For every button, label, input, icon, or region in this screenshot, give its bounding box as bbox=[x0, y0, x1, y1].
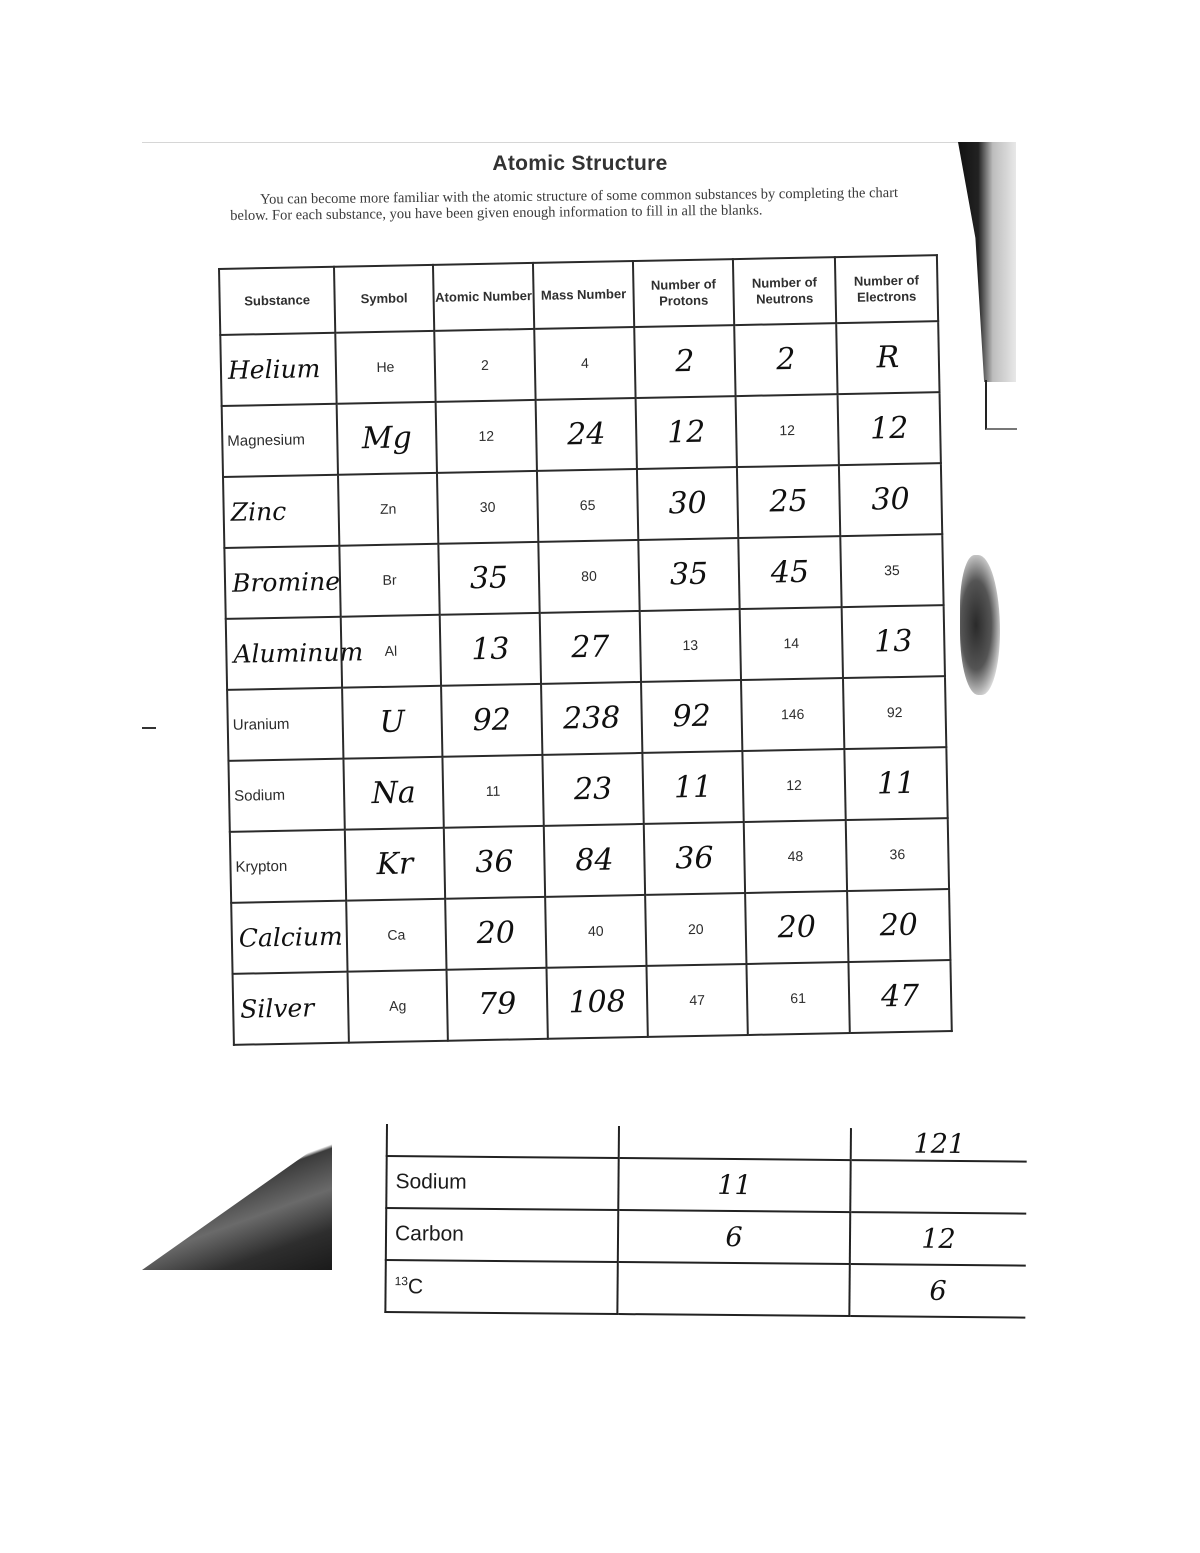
cell-atomic bbox=[442, 755, 543, 828]
cell-electrons bbox=[836, 321, 939, 394]
cell-value-neutrons: 25 bbox=[769, 483, 809, 520]
cell-atomic bbox=[437, 471, 538, 544]
cell-atomic bbox=[441, 684, 542, 757]
cell-neutrons bbox=[740, 607, 843, 680]
scan-edge-shadow bbox=[958, 142, 1016, 382]
cell-value-electrons: 35 bbox=[883, 561, 900, 578]
cell-value-symbol: Na bbox=[371, 775, 417, 812]
cell-protons bbox=[640, 609, 741, 682]
cell-value-protons: 13 bbox=[682, 636, 699, 653]
cell-value-neutrons: 2 bbox=[775, 341, 796, 378]
cell-value-symbol: Ag bbox=[388, 997, 407, 1014]
table-row bbox=[386, 1156, 1026, 1214]
top-rule bbox=[142, 142, 962, 143]
cell-electrons bbox=[847, 889, 950, 962]
cell-protons bbox=[644, 822, 745, 895]
cell-value-neutrons: 12 bbox=[779, 421, 796, 438]
iso-blank bbox=[619, 1126, 851, 1160]
cell-value-symbol: Br bbox=[382, 571, 397, 588]
cell-value-atomic: 30 bbox=[479, 498, 496, 515]
cell-value-protons: 12 bbox=[666, 414, 706, 451]
cell-neutrons bbox=[737, 465, 840, 538]
iso-mass-number: 13 bbox=[394, 1273, 409, 1288]
table-body bbox=[220, 321, 951, 1045]
cell-protons bbox=[634, 325, 735, 398]
header-electrons: Number of Electrons bbox=[835, 255, 938, 323]
cell-value-electrons: 11 bbox=[876, 765, 916, 802]
table-row bbox=[233, 960, 952, 1045]
cell-atomic bbox=[436, 400, 537, 473]
cell-protons bbox=[642, 751, 743, 824]
iso-name bbox=[385, 1260, 617, 1314]
atomic-table bbox=[218, 254, 953, 1046]
cell-mass bbox=[541, 682, 642, 755]
cell-value-mass: 27 bbox=[570, 629, 610, 666]
header-mass-number: Mass Number bbox=[533, 261, 634, 329]
cell-value-substance: Bromine bbox=[231, 566, 341, 598]
cell-value-electrons: 36 bbox=[889, 845, 906, 862]
cell-value-protons: 35 bbox=[669, 556, 709, 593]
cell-value-mass: 23 bbox=[573, 771, 613, 808]
isotope-table bbox=[384, 1124, 1027, 1319]
cell-mass bbox=[540, 611, 641, 684]
margin-mark bbox=[142, 727, 156, 729]
cell-neutrons bbox=[741, 678, 844, 751]
cell-substance bbox=[220, 333, 336, 406]
cell-value-electrons: 12 bbox=[869, 410, 909, 447]
cell-protons bbox=[636, 396, 737, 469]
cell-neutrons bbox=[738, 536, 841, 609]
worksheet-title: Atomic Structure bbox=[492, 152, 668, 175]
header-protons: Number of Protons bbox=[633, 259, 734, 327]
cell-value-substance: Zinc bbox=[230, 496, 287, 527]
cell-value-protons: 47 bbox=[689, 991, 706, 1008]
cell-value-electrons: 20 bbox=[879, 907, 919, 944]
cell-electrons bbox=[838, 392, 941, 465]
cell-electrons bbox=[842, 605, 945, 678]
cell-substance bbox=[233, 972, 349, 1045]
cell-protons bbox=[646, 964, 747, 1037]
cell-value-mass: 238 bbox=[562, 700, 621, 737]
cell-value-substance: Helium bbox=[227, 354, 321, 385]
cell-neutrons bbox=[734, 323, 837, 396]
cell-atomic bbox=[438, 542, 539, 615]
cell-mass bbox=[546, 966, 647, 1039]
iso-value-a: 11 bbox=[618, 1158, 850, 1212]
cell-value-electrons: 47 bbox=[880, 978, 920, 1015]
cell-protons bbox=[638, 538, 739, 611]
cell-value-neutrons: 14 bbox=[783, 634, 800, 651]
cell-symbol bbox=[338, 473, 438, 546]
cell-atomic bbox=[444, 826, 545, 899]
iso-value-b: 12 bbox=[850, 1212, 1026, 1266]
header-substance: Substance bbox=[219, 267, 335, 335]
cell-value-electrons: 13 bbox=[873, 623, 913, 660]
header-symbol: Symbol bbox=[334, 265, 434, 333]
cell-value-neutrons: 146 bbox=[780, 705, 805, 722]
cell-neutrons bbox=[742, 749, 845, 822]
cell-value-symbol: Kr bbox=[376, 846, 414, 883]
cell-atomic bbox=[434, 329, 535, 402]
cell-symbol bbox=[343, 757, 443, 830]
cell-value-atomic: 92 bbox=[472, 702, 512, 739]
cell-substance bbox=[228, 759, 344, 832]
strip-shadow-corner bbox=[142, 1136, 332, 1270]
cell-substance bbox=[230, 830, 346, 903]
cell-value-substance: Sodium bbox=[233, 786, 286, 805]
cell-substance bbox=[222, 404, 338, 477]
cell-value-substance: Magnesium bbox=[227, 431, 306, 450]
cell-value-atomic: 11 bbox=[485, 782, 501, 799]
iso-blank bbox=[387, 1124, 619, 1158]
cell-value-atomic: 36 bbox=[475, 844, 514, 881]
cell-mass bbox=[542, 753, 643, 826]
cell-symbol bbox=[337, 402, 437, 475]
cell-value-mass: 24 bbox=[566, 416, 606, 453]
cell-value-protons: 11 bbox=[673, 769, 713, 806]
cell-neutrons bbox=[745, 891, 848, 964]
table-row bbox=[386, 1208, 1026, 1266]
table-row bbox=[385, 1260, 1025, 1318]
scan-edge-tail bbox=[985, 380, 1017, 430]
cell-value-neutrons: 48 bbox=[787, 847, 804, 864]
cell-electrons bbox=[846, 818, 949, 891]
cell-protons bbox=[637, 467, 738, 540]
iso-value-a bbox=[617, 1262, 849, 1316]
cell-mass bbox=[544, 824, 645, 897]
cell-symbol bbox=[348, 970, 448, 1043]
cell-value-protons: 20 bbox=[687, 920, 704, 937]
cell-value-mass: 84 bbox=[575, 842, 614, 879]
cell-neutrons bbox=[744, 820, 847, 893]
cell-substance bbox=[223, 475, 339, 548]
cell-neutrons bbox=[746, 962, 849, 1035]
cell-electrons bbox=[848, 960, 951, 1033]
lower-strip bbox=[142, 1128, 1016, 1307]
cell-value-electrons: 30 bbox=[871, 481, 910, 518]
cell-value-substance: Silver bbox=[239, 993, 315, 1024]
cell-value-mass: 80 bbox=[581, 567, 597, 584]
cell-mass bbox=[536, 398, 637, 471]
iso-value-a: 6 bbox=[618, 1210, 850, 1264]
cell-electrons bbox=[840, 534, 943, 607]
cell-value-symbol: Mg bbox=[361, 420, 413, 457]
cell-mass bbox=[534, 327, 635, 400]
cell-mass bbox=[538, 540, 639, 613]
cell-mass bbox=[537, 469, 638, 542]
cell-value-symbol: Zn bbox=[379, 500, 397, 517]
cell-symbol bbox=[335, 331, 435, 404]
header-neutrons: Number of Neutrons bbox=[733, 257, 836, 325]
cell-substance bbox=[224, 546, 340, 619]
cell-atomic bbox=[440, 613, 541, 686]
cell-value-electrons: R bbox=[876, 339, 900, 376]
cell-value-substance: Krypton bbox=[235, 857, 288, 876]
cell-electrons bbox=[844, 747, 947, 820]
cell-value-atomic: 13 bbox=[470, 631, 510, 668]
cell-value-substance: Uranium bbox=[232, 715, 290, 734]
cell-neutrons bbox=[736, 394, 839, 467]
iso-name: Sodium bbox=[386, 1156, 618, 1210]
cell-value-protons: 30 bbox=[668, 485, 708, 522]
cell-value-neutrons: 12 bbox=[786, 776, 802, 793]
cell-atomic bbox=[445, 897, 546, 970]
worksheet-instructions: You can become more familiar with the atomic structure of some common substances by completing the chart below. For each substance, you have been given enough information to fill in all the blanks. bbox=[230, 185, 899, 224]
cell-value-atomic: 35 bbox=[469, 560, 509, 597]
cell-substance bbox=[226, 617, 364, 690]
cell-value-neutrons: 45 bbox=[770, 554, 810, 591]
cell-symbol bbox=[345, 828, 445, 901]
iso-value-b bbox=[850, 1160, 1026, 1214]
atomic-structure-chart bbox=[218, 254, 953, 1046]
cell-value-atomic: 79 bbox=[477, 986, 517, 1023]
iso-value-b: 6 bbox=[849, 1264, 1025, 1318]
cell-symbol bbox=[346, 899, 446, 972]
cell-value-neutrons: 61 bbox=[790, 989, 807, 1006]
cell-value-protons: 92 bbox=[672, 698, 712, 735]
cell-value-mass: 65 bbox=[579, 496, 596, 513]
cell-substance bbox=[231, 901, 347, 974]
cell-value-mass: 108 bbox=[568, 984, 627, 1021]
cell-value-symbol: Al bbox=[384, 642, 398, 659]
cell-value-substance: Calcium bbox=[238, 921, 343, 953]
cell-value-symbol: U bbox=[379, 704, 406, 740]
scan-smudge bbox=[960, 555, 1000, 695]
cell-value-protons: 36 bbox=[674, 840, 714, 877]
cell-value-neutrons: 20 bbox=[777, 909, 817, 946]
cell-value-electrons: 92 bbox=[886, 703, 903, 720]
cell-protons bbox=[641, 680, 742, 753]
cell-value-substance: Aluminum bbox=[233, 637, 364, 669]
cell-value-symbol: He bbox=[376, 358, 395, 375]
cell-value-atomic: 20 bbox=[476, 915, 516, 952]
cell-electrons bbox=[843, 676, 946, 749]
cell-value-atomic: 12 bbox=[478, 427, 495, 444]
iso-top-right-value: 121 bbox=[851, 1128, 1027, 1162]
cell-symbol bbox=[339, 544, 439, 617]
header-atomic-number: Atomic Number bbox=[433, 263, 534, 331]
cell-value-atomic: 2 bbox=[480, 356, 489, 373]
cell-protons bbox=[645, 893, 746, 966]
cell-symbol bbox=[342, 686, 442, 759]
cell-electrons bbox=[839, 463, 942, 536]
cell-substance bbox=[227, 688, 343, 761]
iso-symbol: C bbox=[407, 1274, 424, 1298]
cell-atomic bbox=[447, 968, 548, 1041]
cell-value-mass: 40 bbox=[587, 922, 604, 939]
cell-value-protons: 2 bbox=[675, 343, 695, 380]
cell-mass bbox=[545, 895, 646, 968]
cell-value-symbol: Ca bbox=[387, 926, 406, 943]
iso-name: Carbon bbox=[386, 1208, 618, 1262]
cell-value-mass: 4 bbox=[580, 354, 589, 371]
